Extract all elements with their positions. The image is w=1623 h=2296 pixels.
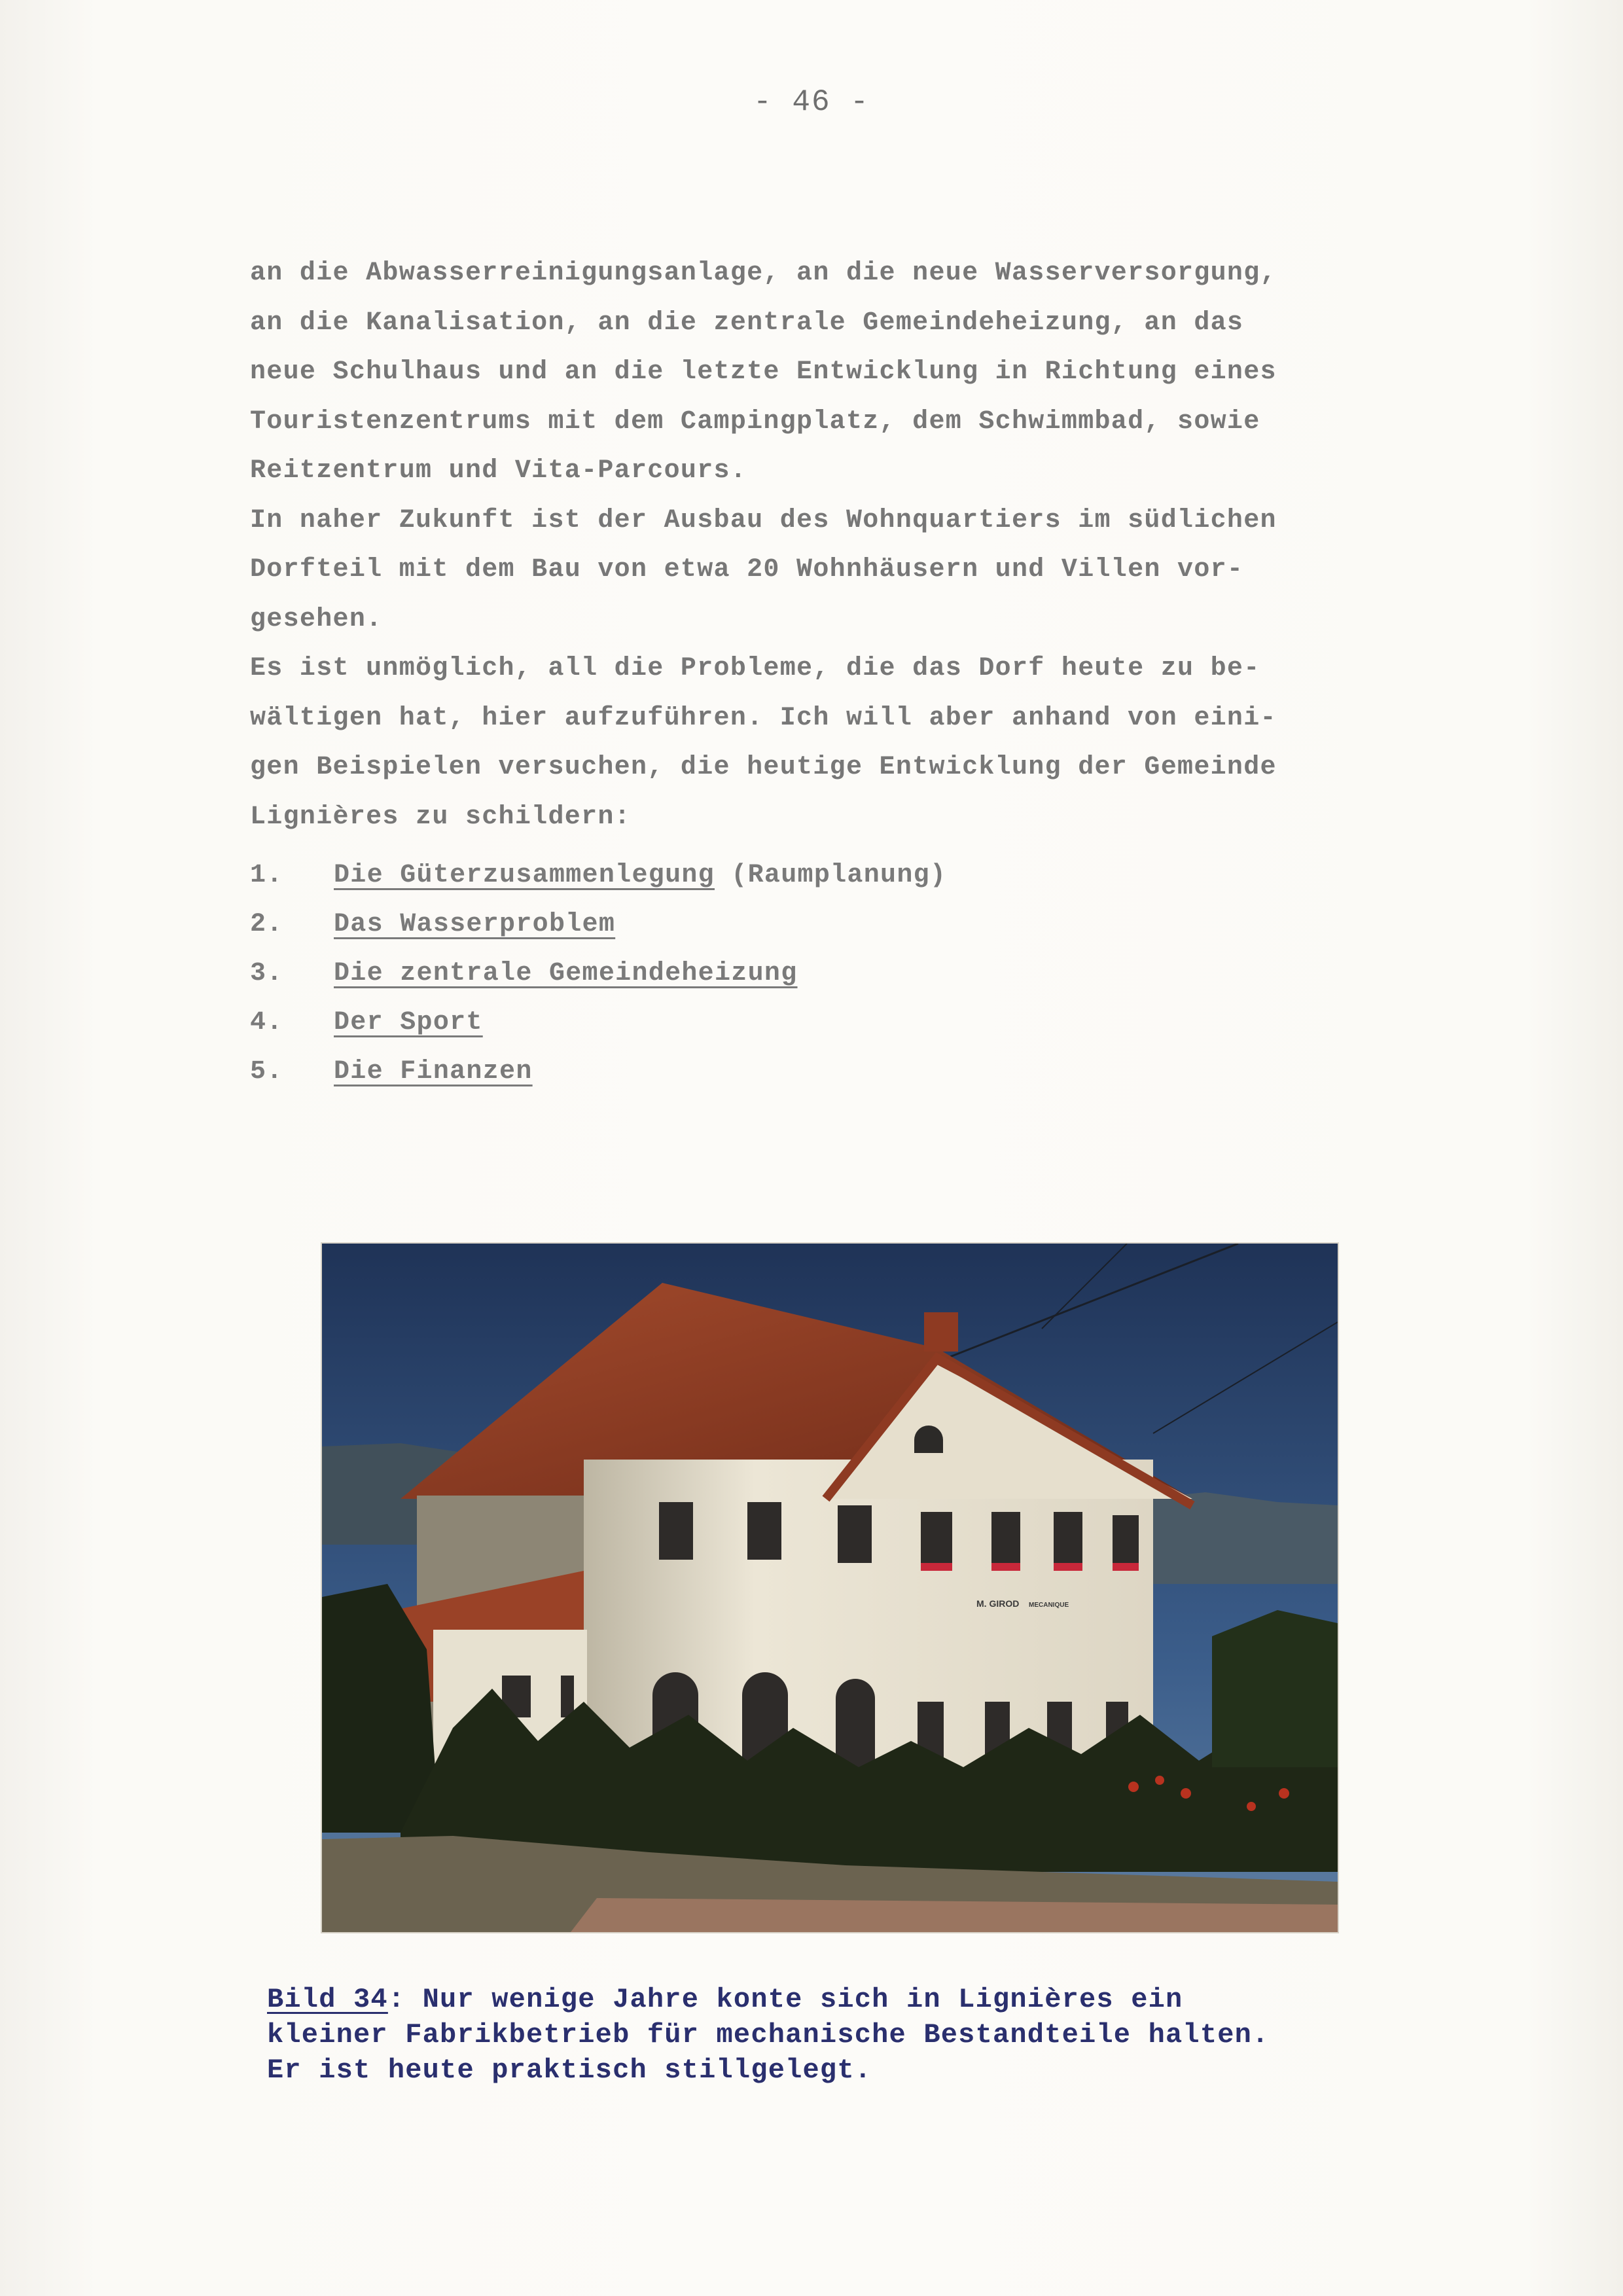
caption-line: kleiner Fabrikbetrieb für mechanische Bestandteile halten.: [267, 2019, 1270, 2051]
list-title: Die Güterzusammenlegung: [334, 861, 715, 890]
list-suffix: (Raumplanung): [715, 861, 947, 890]
body-line: Dorfteil mit dem Bau von etwa 20 Wohnhäusern und Villen vor-: [250, 555, 1244, 584]
list-item: [250, 1047, 1363, 1096]
list-number: 3.: [250, 959, 283, 988]
page-number: - 46 -: [753, 85, 870, 119]
list-title: Der Sport: [334, 1008, 483, 1037]
caption-line: [267, 1982, 1524, 2017]
body-line: an die Kanalisation, an die zentrale Gemeindeheizung, an das: [250, 308, 1244, 338]
body-line: Es ist unmöglich, all die Probleme, die das Dorf heute zu be-: [250, 654, 1260, 683]
body-line: wältigen hat, hier aufzuführen. Ich will aber anhand von eini-: [250, 703, 1277, 733]
figure-caption: [267, 1982, 1524, 2088]
body-line: an die Abwasserreinigungsanlage, an die neue Wasserversorgung,: [250, 259, 1277, 288]
sign-right: MECANIQUE: [1029, 1602, 1069, 1609]
list-item: [250, 851, 1363, 900]
body-line: Lignières zu schildern:: [250, 802, 631, 832]
list-number: 5.: [250, 1057, 283, 1086]
chimney: [924, 1312, 958, 1352]
body-line: neue Schulhaus und an die letzte Entwicklung in Richtung eines: [250, 357, 1277, 387]
caption-text: : Nur wenige Jahre konte sich in Lignières ein: [387, 1984, 1183, 2015]
body-line: In naher Zukunft ist der Ausbau des Wohnquartiers im südlichen: [250, 505, 1277, 535]
factory-building-photo: [322, 1244, 1338, 1932]
body-line: gen Beispielen versuchen, die heutige Entwicklung der Gemeinde: [250, 753, 1277, 782]
list-number: 2.: [250, 910, 283, 939]
gable-window: [914, 1426, 943, 1453]
list-title: Die zentrale Gemeindeheizung: [334, 959, 798, 988]
body-line: Reitzentrum und Vita-Parcours.: [250, 456, 747, 486]
list-item: [250, 949, 1363, 998]
figure-label: Bild 34: [267, 1984, 388, 2015]
list-title: Die Finanzen: [334, 1057, 533, 1086]
mountain-right: [1140, 1492, 1338, 1584]
sign-left: M. GIROD: [976, 1598, 1020, 1609]
tree-right: [1212, 1610, 1338, 1767]
body-paragraphs: [250, 249, 1520, 842]
list-title: Das Wasserproblem: [334, 910, 616, 939]
list-item: [250, 998, 1363, 1047]
topic-list: [250, 851, 1363, 1096]
list-number: 1.: [250, 861, 283, 890]
body-line: gesehen.: [250, 604, 383, 634]
list-item: [250, 900, 1363, 949]
body-line: Touristenzentrums mit dem Campingplatz, dem Schwimmbad, sowie: [250, 406, 1260, 437]
list-number: 4.: [250, 1008, 283, 1037]
caption-line: Er ist heute praktisch stillgelegt.: [267, 2054, 872, 2086]
